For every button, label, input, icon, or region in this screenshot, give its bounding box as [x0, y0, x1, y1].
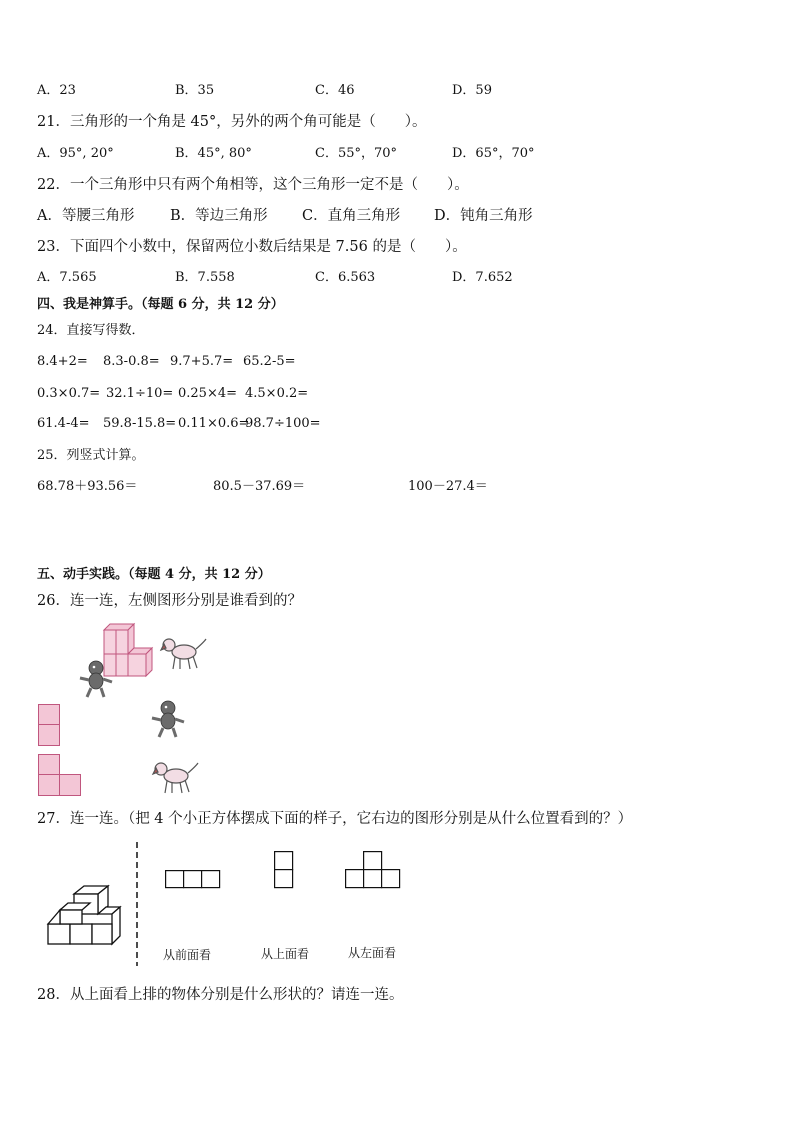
q24-item: 4.5×0.2= — [245, 386, 309, 401]
q23-option-c[interactable]: C．6.563 — [315, 270, 376, 285]
q24-stem: 24．直接写得数． — [37, 323, 145, 338]
section4-heading: 四、我是神算手。（每题 6 分，共 12 分） — [37, 297, 284, 312]
q24-item: 32.1÷10= — [106, 386, 174, 401]
q20-option-a[interactable]: A．23 — [37, 83, 76, 98]
caption-left-view: 从左面看 — [348, 946, 397, 960]
q21-option-d[interactable]: D．65°，70° — [452, 146, 535, 161]
view-t-shape — [345, 851, 401, 889]
q23-option-a[interactable]: A．7.565 — [37, 270, 97, 285]
q24-item: 65.2-5= — [243, 354, 296, 369]
q23-option-d[interactable]: D．7.652 — [452, 270, 513, 285]
view-l-shape — [38, 754, 82, 796]
q24-item: 8.3-0.8= — [103, 354, 160, 369]
q21-stem: 21．三角形的一个角是 45°，另外的两个角可能是（ ）。 — [37, 114, 427, 130]
q23-stem: 23．下面四个小数中，保留两位小数后结果是 7.56 的是（ ）。 — [37, 239, 467, 255]
q24-item: 0.11×0.6= — [178, 416, 250, 431]
q22-option-c[interactable]: C．直角三角形 — [302, 208, 401, 224]
q24-item: 9.7+5.7= — [170, 354, 234, 369]
q24-item: 8.4+2= — [37, 354, 88, 369]
caption-top-view: 从上面看 — [261, 947, 310, 961]
dog-figure — [152, 760, 200, 796]
view-three-row — [165, 870, 221, 889]
monkey-figure — [78, 660, 114, 698]
q24-item: 0.3×0.7= — [37, 386, 101, 401]
dashed-divider — [135, 842, 139, 966]
q24-item: 59.8-15.8= — [103, 416, 177, 431]
q21-option-c[interactable]: C．55°，70° — [315, 146, 398, 161]
q25-item: 100－27.4＝ — [408, 479, 488, 494]
q22-option-b[interactable]: B．等边三角形 — [170, 208, 268, 224]
q21-option-a[interactable]: A．95°, 20° — [37, 146, 114, 161]
q24-item: 61.4-4= — [37, 416, 90, 431]
q20-option-b[interactable]: B．35 — [175, 83, 215, 98]
q21-option-b[interactable]: B．45°, 80° — [175, 146, 252, 161]
q20-option-d[interactable]: D．59 — [452, 83, 492, 98]
q22-option-a[interactable]: A．等腰三角形 — [37, 208, 135, 224]
cube-structure-3d — [44, 886, 126, 948]
q25-item: 68.78＋93.56＝ — [37, 479, 138, 494]
q22-stem: 22．一个三角形中只有两个角相等，这个三角形一定不是（ ）。 — [37, 177, 469, 193]
q27-stem: 27．连一连。（把 4 个小正方体摆成下面的样子，它右边的图形分别是从什么位置看到的？） — [37, 811, 633, 827]
q22-option-d[interactable]: D．钝角三角形 — [434, 208, 533, 224]
section5-heading: 五、动手实践。（每题 4 分，共 12 分） — [37, 567, 271, 582]
monkey-figure — [150, 700, 186, 738]
caption-front-view: 从前面看 — [163, 948, 212, 962]
q24-item: 98.7÷100= — [245, 416, 321, 431]
q26-stem: 26．连一连，左侧图形分别是谁看到的？ — [37, 593, 302, 609]
view-two-stacked-squares — [38, 704, 60, 746]
q25-stem: 25．列竖式计算。 — [37, 448, 145, 463]
q23-option-b[interactable]: B．7.558 — [175, 270, 235, 285]
q25-item: 80.5－37.69＝ — [213, 479, 306, 494]
view-two-stacked — [274, 851, 294, 889]
q28-stem: 28．从上面看上排的物体分别是什么形状的？请连一连。 — [37, 987, 404, 1003]
q20-option-c[interactable]: C．46 — [315, 83, 355, 98]
q24-item: 0.25×4= — [178, 386, 238, 401]
dog-figure — [160, 636, 208, 672]
